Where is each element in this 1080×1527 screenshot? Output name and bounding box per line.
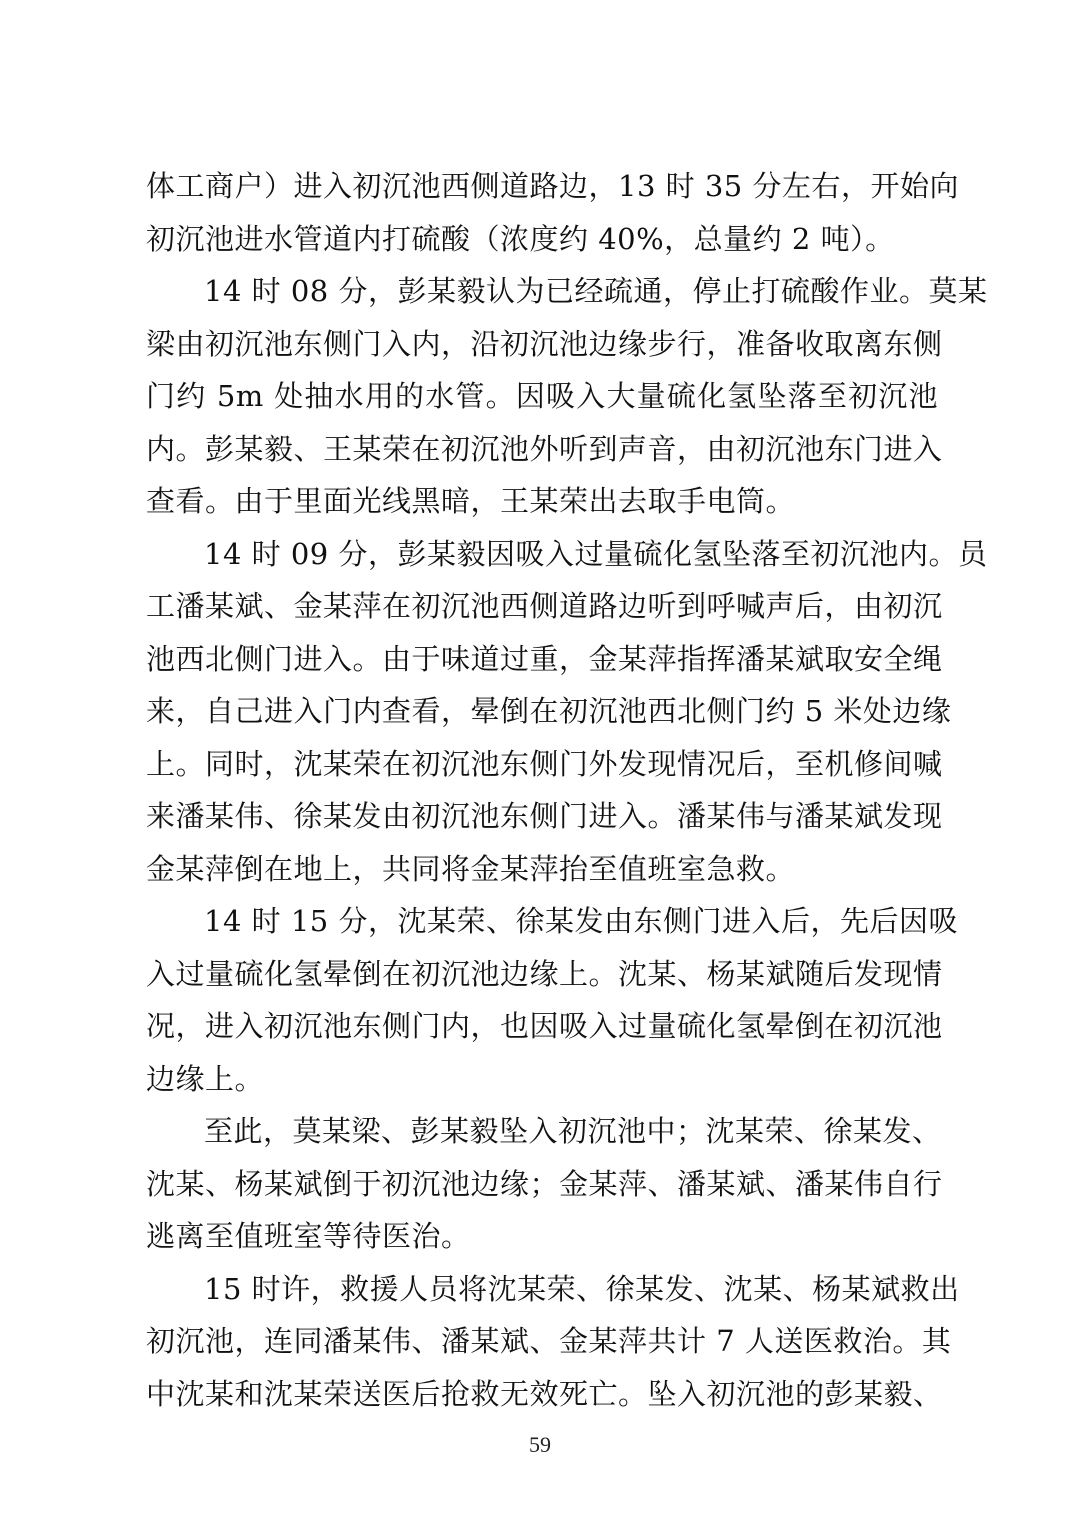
text-line: 15 时许，救援人员将沈某荣、徐某发、沈某、杨某斌救出: [204, 1271, 960, 1306]
paragraph: [146, 1105, 943, 1263]
text-line: 梁由初沉池东侧门入内，沿初沉池边缘步行，准备收取离东侧: [146, 326, 943, 361]
paragraph: [146, 895, 958, 1105]
text-line: 体工商户）进入初沉池西侧道路边，13 时 35 分左右，开始向: [146, 169, 959, 203]
text-line: 至此，莫某梁、彭某毅坠入初沉池中；沈某荣、徐某发、: [204, 1114, 942, 1148]
paragraph: [146, 1263, 960, 1421]
text-line: 初沉池，连同潘某伟、潘某斌、金某萍共计 7 人送医救治。其: [146, 1324, 952, 1358]
text-line: 金某萍倒在地上，共同将金某萍抬至值班室急救。: [146, 851, 796, 886]
text-line: 内。彭某毅、王某荣在初沉池外听到声音，由初沉池东门进入: [146, 431, 943, 466]
text-line: 池西北侧门进入。由于味道过重，金某萍指挥潘某斌取安全绳: [146, 641, 943, 676]
body-text: [146, 160, 988, 1420]
paragraph: [146, 160, 959, 265]
text-line: 况，进入初沉池东侧门内，也因吸入过量硫化氢晕倒在初沉池: [146, 1009, 943, 1043]
paragraph: [146, 528, 988, 896]
text-line: 14 时 08 分，彭某毅认为已经疏通，停止打硫酸作业。莫某: [204, 274, 988, 308]
text-line: 14 时 15 分，沈某荣、徐某发由东侧门进入后，先后因吸: [204, 904, 958, 938]
page-number: 59: [529, 1432, 551, 1457]
text-line: 中沈某和沈某荣送医后抢救无效死亡。坠入初沉池的彭某毅、: [146, 1376, 943, 1411]
text-line: 工潘某斌、金某萍在初沉池西侧道路边听到呼喊声后，由初沉: [146, 589, 943, 623]
text-line: 上。同时，沈某荣在初沉池东侧门外发现情况后，至机修间喊: [146, 746, 943, 781]
text-line: 入过量硫化氢晕倒在初沉池边缘上。沈某、杨某斌随后发现情: [146, 956, 943, 991]
text-line: 门约 5m 处抽水用的水管。因吸入大量硫化氢坠落至初沉池: [146, 379, 938, 413]
text-line: 初沉池进水管道内打硫酸（浓度约 40%，总量约 2 吨）。: [146, 221, 895, 256]
text-line: 沈某、杨某斌倒于初沉池边缘；金某萍、潘某斌、潘某伟自行: [146, 1166, 943, 1201]
text-line: 边缘上。: [146, 1061, 265, 1096]
text-line: 来潘某伟、徐某发由初沉池东侧门进入。潘某伟与潘某斌发现: [146, 799, 943, 833]
text-line: 来，自己进入门内查看，晕倒在初沉池西北侧门约 5 米处边缘: [146, 694, 952, 728]
text-line: 14 时 09 分，彭某毅因吸入过量硫化氢坠落至初沉池内。员: [204, 536, 988, 571]
text-line: 查看。由于里面光线黑暗，王某荣出去取手电筒。: [146, 484, 796, 518]
paragraph: [146, 265, 988, 528]
text-line: 逃离至值班室等待医治。: [146, 1219, 471, 1253]
